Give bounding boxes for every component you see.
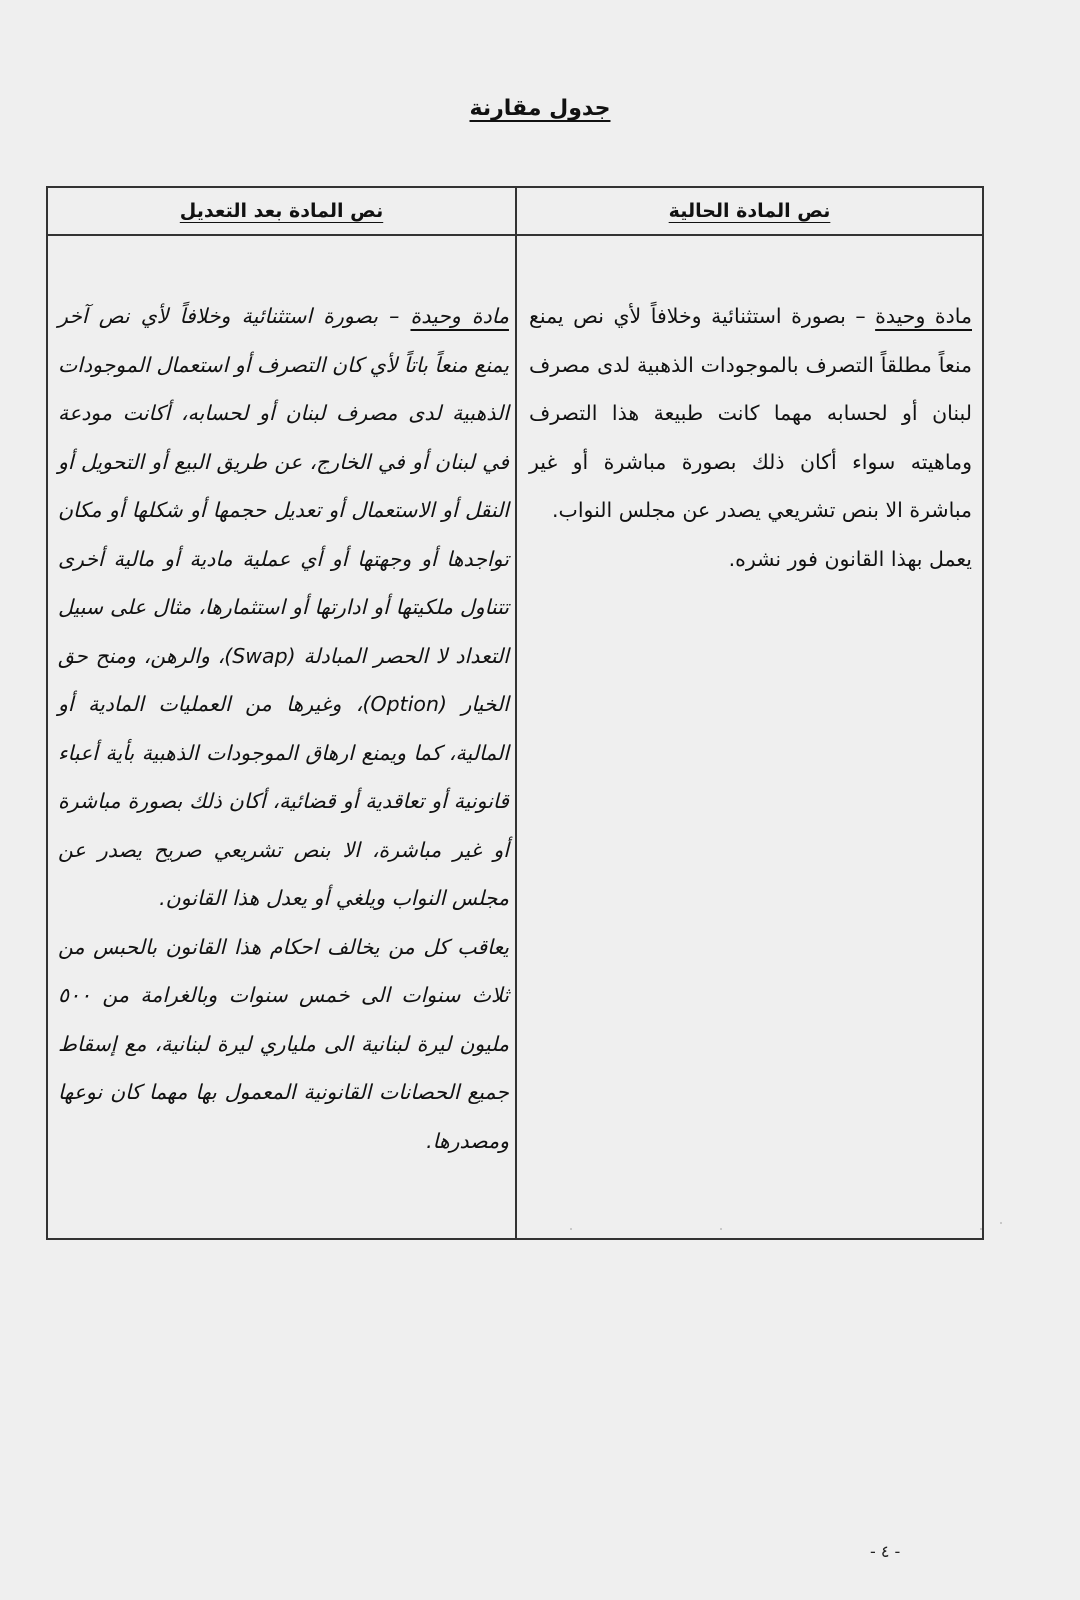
current-article-label: مادة وحيدة — [875, 304, 972, 328]
amended-text-part-2: ، والرهن، ومنح حق الخيار — [58, 643, 509, 716]
table-header-row — [48, 188, 982, 236]
option-term: (Option) — [362, 692, 447, 716]
document-title-text: جدول مقارنة — [469, 96, 611, 121]
amended-article-label: مادة وحيدة — [410, 304, 509, 328]
amended-paragraph-1 — [58, 292, 509, 923]
amended-text-cell — [48, 236, 517, 1238]
page-number: - ٤ - — [870, 1542, 901, 1561]
current-paragraph-1 — [529, 292, 972, 535]
current-text-body: – بصورة استثنائية وخلافاً لأي نص يمنع منعاً مطلقاً التصرف بالموجودات الذهبية لدى مصرف لبنان أو لحسابه مهما كانت طبيعة هذا التصرف وماهيته سواء أكان ذلك بصورة مباشرة أو غير مباشرة الا بنص تشريعي يصدر عن مجلس النواب. — [528, 304, 972, 522]
header-current-text — [517, 188, 982, 234]
amended-text-part-3: ، وغيرها من العمليات المادية أو المالية، كما ويمنع ارهاق الموجودات الذهبية بأية أعباء قانونية أو تعاقدية أو قضائية، أكان ذلك بصورة مباشرة أو غير مباشرة، الا بنص تشريعي صريح يصدر عن مجلس النواب ويلغي أو يعدل هذا القانون. — [58, 692, 509, 910]
document-title — [0, 96, 1080, 121]
scan-speckle — [980, 1228, 982, 1230]
header-amended-text — [48, 188, 517, 234]
swap-term: (Swap) — [224, 643, 296, 668]
comparison-table — [46, 186, 984, 1240]
scan-speckle — [720, 1228, 722, 1230]
current-paragraph-2: يعمل بهذا القانون فور نشره. — [728, 546, 972, 571]
scan-speckle — [1000, 1222, 1002, 1224]
amended-paragraph-2: يعاقب كل من يخالف احكام هذا القانون بالحبس من ثلاث سنوات الى خمس سنوات وبالغرامة من ٥٠٠ مليون ليرة لبنانية الى ملياري ليرة لبنانية، مع إسقاط جميع الحصانات القانونية المعمول بها مهما كان نوعها ومصدرها. — [58, 934, 509, 1153]
table-body-row — [48, 236, 982, 1238]
header-current-label: نص المادة الحالية — [668, 200, 831, 222]
scan-speckle — [570, 1228, 572, 1230]
header-amended-label: نص المادة بعد التعديل — [179, 200, 384, 222]
current-text-cell — [517, 236, 982, 1238]
amended-text-part-1: – بصورة استثنائية وخلافاً لأي نص آخر يمنع منعاً باتاً لأي كان التصرف أو استعمال الموجودات الذهبية لدى مصرف لبنان أو لحسابه، أكانت مودعة في لبنان أو في الخارج، عن طريق البيع أو التحويل أو النقل أو الاستعمال أو تعديل حجمها أو شكلها أو مكان تواجدها أو وجهتها أو أي عملية مادية أو مالية أخرى تتناول ملكيتها أو ادارتها أو استثمارها، مثال على سبيل التعداد لا الحصر المبادلة — [58, 304, 509, 668]
